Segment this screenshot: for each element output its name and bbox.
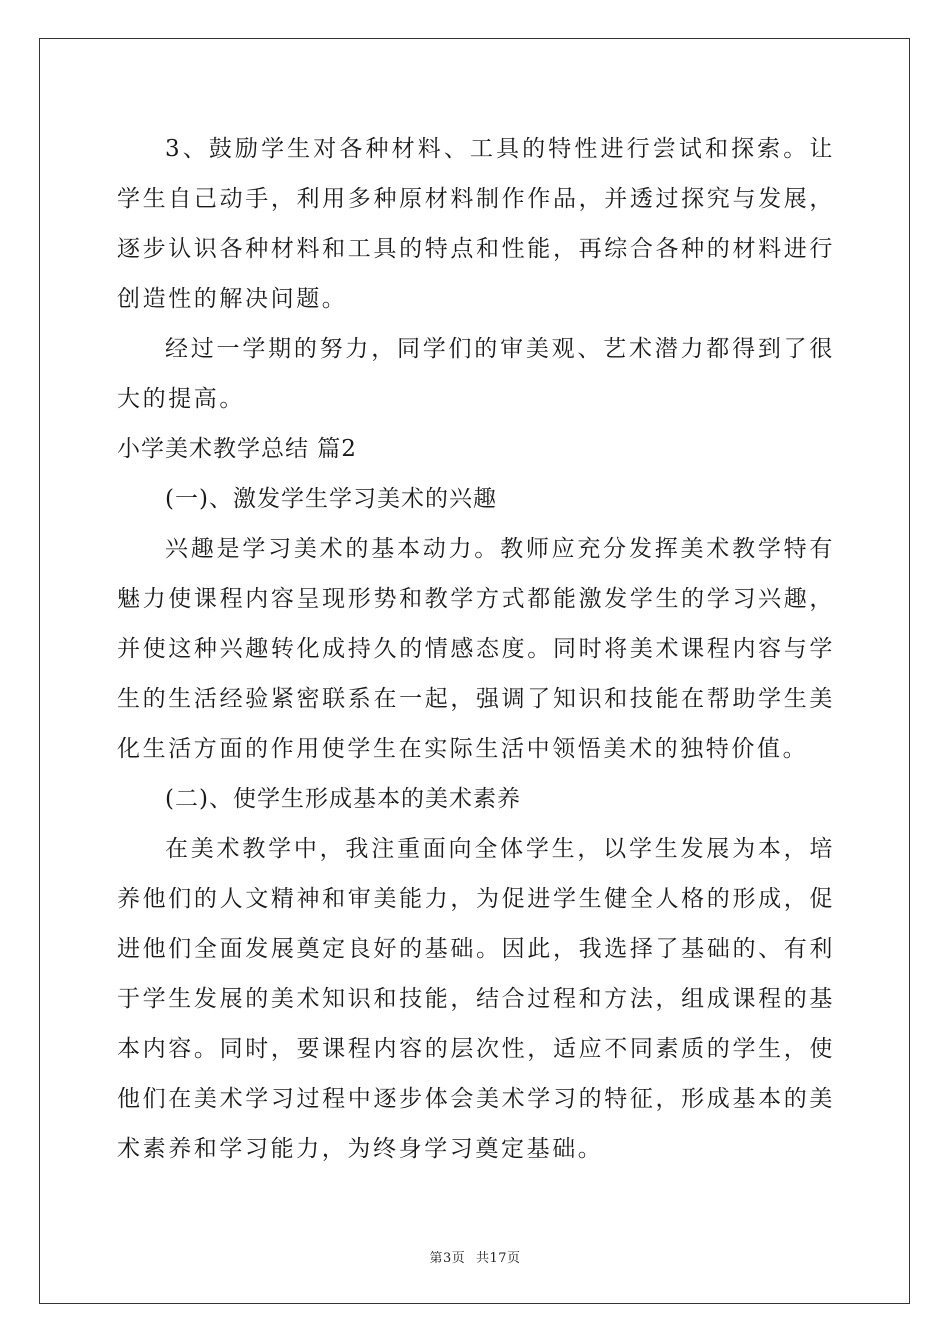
page-total: 共17页 <box>475 1251 521 1266</box>
page-number: 第3页 <box>429 1251 466 1266</box>
page-footer <box>0 1247 950 1266</box>
paragraph-literacy: 在美术教学中，我注重面向全体学生，以学生发展为本，培养他们的人文精神和审美能力，为促进学生健全人格的形成，促进他们全面发展奠定良好的基础。因此，我选择了基础的、有利于学生发展的美术知识和技能，结合过程和方法，组成课程的基本内容。同时，要课程内容的层次性，适应不同素质的学生，使他们在美术学习过程中逐步体会美术学习的特征，形成基本的美术素养和学习能力，为终身学习奠定基础。 <box>117 836 835 1162</box>
document-body <box>117 124 835 1174</box>
paragraph-semester-summary: 经过一学期的努力，同学们的审美观、艺术潜力都得到了很大的提高。 <box>117 336 835 412</box>
subheading-interest: (一)、激发学生学习美术的兴趣 <box>165 486 497 512</box>
section-title: 小学美术教学总结 篇2 <box>117 436 357 462</box>
paragraph-materials-exploration: 3、鼓励学生对各种材料、工具的特性进行尝试和探索。让学生自己动手，利用多种原材料制作作品，并透过探究与发展，逐步认识各种材料和工具的特点和性能，再综合各种的材料进行创造性的解决问题。 <box>117 136 835 312</box>
subheading-literacy: (二)、使学生形成基本的美术素养 <box>165 786 521 812</box>
paragraph-interest: 兴趣是学习美术的基本动力。教师应充分发挥美术教学特有魅力使课程内容呈现形势和教学方式都能激发学生的学习兴趣，并使这种兴趣转化成持久的情感态度。同时将美术课程内容与学生的生活经验紧密联系在一起，强调了知识和技能在帮助学生美化生活方面的作用使学生在实际生活中领悟美术的独特价值。 <box>117 536 835 762</box>
